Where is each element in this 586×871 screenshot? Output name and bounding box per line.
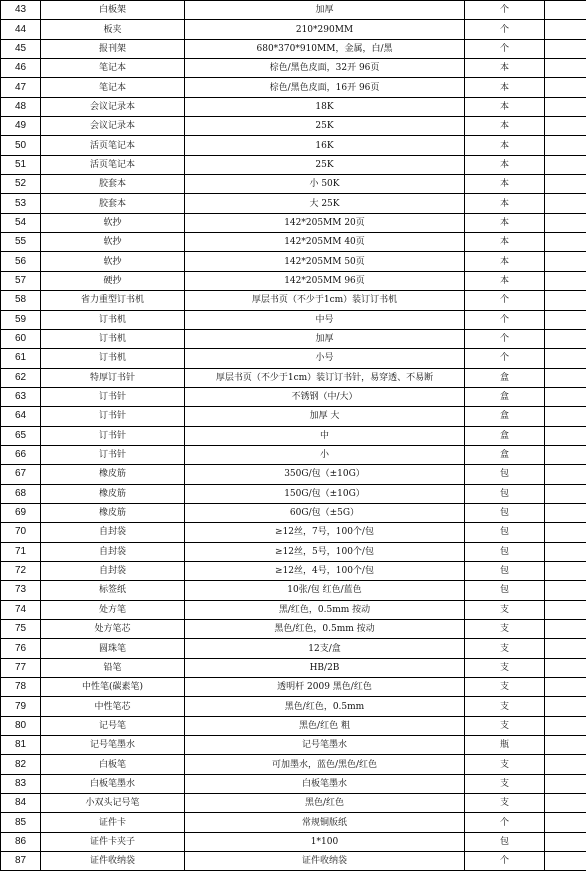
item-name: 会议记录本: [41, 117, 185, 136]
item-remark: [545, 678, 586, 697]
item-unit: 包: [465, 503, 545, 522]
item-unit: 个: [465, 310, 545, 329]
row-number: 82: [1, 755, 41, 774]
item-name: 圆珠笔: [41, 639, 185, 658]
item-spec: 中: [185, 426, 465, 445]
item-spec: 可加墨水，蓝色/黑色/红色: [185, 755, 465, 774]
item-unit: 瓶: [465, 736, 545, 755]
row-number: 46: [1, 59, 41, 78]
item-spec: 不锈钢（中/大）: [185, 387, 465, 406]
item-unit: 包: [465, 561, 545, 580]
table-row: [1, 736, 586, 755]
table-row: [1, 852, 586, 871]
table-row: [1, 639, 586, 658]
item-remark: [545, 117, 586, 136]
item-remark: [545, 39, 586, 58]
item-spec: 证件收纳袋: [185, 852, 465, 871]
item-spec: 25K: [185, 117, 465, 136]
item-unit: 支: [465, 658, 545, 677]
item-remark: [545, 523, 586, 542]
item-remark: [545, 310, 586, 329]
item-name: 订书针: [41, 445, 185, 464]
item-spec: ≥12丝，7号，100个/包: [185, 523, 465, 542]
table-row: [1, 445, 586, 464]
row-number: 55: [1, 233, 41, 252]
item-spec: 厚层书页（不少于1cm）装订订书针，易穿透、不易断: [185, 368, 465, 387]
item-spec: 150G/包（±10G）: [185, 484, 465, 503]
item-remark: [545, 774, 586, 793]
item-remark: [545, 213, 586, 232]
row-number: 47: [1, 78, 41, 97]
item-remark: [545, 271, 586, 290]
table-row: [1, 832, 586, 851]
row-number: 45: [1, 39, 41, 58]
item-remark: [545, 852, 586, 871]
item-remark: [545, 59, 586, 78]
row-number: 84: [1, 794, 41, 813]
item-spec: 小号: [185, 349, 465, 368]
item-remark: [545, 233, 586, 252]
item-name: 记号笔墨水: [41, 736, 185, 755]
item-remark: [545, 658, 586, 677]
item-name: 订书机: [41, 349, 185, 368]
item-name: 处方笔芯: [41, 620, 185, 639]
table-row: [1, 407, 586, 426]
table-row: [1, 136, 586, 155]
item-unit: 支: [465, 794, 545, 813]
item-name: 软抄: [41, 213, 185, 232]
table-row: [1, 697, 586, 716]
item-spec: 12支/盒: [185, 639, 465, 658]
item-unit: 支: [465, 639, 545, 658]
row-number: 74: [1, 600, 41, 619]
item-name: 硬抄: [41, 271, 185, 290]
table-row: [1, 794, 586, 813]
item-remark: [545, 465, 586, 484]
item-remark: [545, 484, 586, 503]
item-remark: [545, 736, 586, 755]
item-unit: 盒: [465, 368, 545, 387]
table-row: [1, 813, 586, 832]
item-unit: 盒: [465, 387, 545, 406]
row-number: 85: [1, 813, 41, 832]
item-remark: [545, 194, 586, 213]
item-spec: 记号笔墨水: [185, 736, 465, 755]
item-unit: 盒: [465, 407, 545, 426]
table-row: [1, 1, 586, 20]
item-spec: 透明杆 2009 黑色/红色: [185, 678, 465, 697]
item-spec: 黑色/红色 粗: [185, 716, 465, 735]
item-spec: ≥12丝，4号，100个/包: [185, 561, 465, 580]
item-spec: ≥12丝，5号，100个/包: [185, 542, 465, 561]
item-unit: 本: [465, 213, 545, 232]
table-row: [1, 155, 586, 174]
item-name: 白板笔: [41, 755, 185, 774]
item-unit: 支: [465, 774, 545, 793]
item-remark: [545, 600, 586, 619]
item-spec: 黑色/红色，0.5mm: [185, 697, 465, 716]
item-remark: [545, 407, 586, 426]
item-name: 中性笔(碳素笔): [41, 678, 185, 697]
item-name: 铅笔: [41, 658, 185, 677]
item-remark: [545, 78, 586, 97]
row-number: 62: [1, 368, 41, 387]
item-name: 橡皮筋: [41, 503, 185, 522]
item-name: 笔记本: [41, 78, 185, 97]
item-spec: HB/2B: [185, 658, 465, 677]
item-name: 证件收纳袋: [41, 852, 185, 871]
item-remark: [545, 716, 586, 735]
row-number: 65: [1, 426, 41, 445]
table-row: [1, 368, 586, 387]
table-row: [1, 291, 586, 310]
row-number: 63: [1, 387, 41, 406]
item-name: 会议记录本: [41, 97, 185, 116]
row-number: 75: [1, 620, 41, 639]
table-row: [1, 59, 586, 78]
item-remark: [545, 387, 586, 406]
item-unit: 本: [465, 175, 545, 194]
table-row: [1, 349, 586, 368]
item-unit: 盒: [465, 445, 545, 464]
item-unit: 个: [465, 291, 545, 310]
row-number: 70: [1, 523, 41, 542]
item-unit: 本: [465, 117, 545, 136]
item-remark: [545, 368, 586, 387]
item-name: 标签纸: [41, 581, 185, 600]
item-spec: 142*205MM 20页: [185, 213, 465, 232]
item-unit: 个: [465, 20, 545, 39]
row-number: 58: [1, 291, 41, 310]
item-unit: 包: [465, 523, 545, 542]
item-spec: 10张/包 红色/蓝色: [185, 581, 465, 600]
item-name: 报刊架: [41, 39, 185, 58]
table-row: [1, 329, 586, 348]
item-remark: [545, 155, 586, 174]
item-name: 省力重型订书机: [41, 291, 185, 310]
table-row: [1, 774, 586, 793]
table-row: [1, 271, 586, 290]
item-spec: 25K: [185, 155, 465, 174]
table-row: [1, 175, 586, 194]
item-spec: 18K: [185, 97, 465, 116]
item-unit: 本: [465, 59, 545, 78]
table-row: [1, 503, 586, 522]
row-number: 72: [1, 561, 41, 580]
item-spec: 棕色/黑色皮面，16开 96页: [185, 78, 465, 97]
item-unit: 本: [465, 78, 545, 97]
item-name: 订书机: [41, 310, 185, 329]
item-name: 板夹: [41, 20, 185, 39]
item-remark: [545, 581, 586, 600]
table-row: [1, 755, 586, 774]
item-name: 活页笔记本: [41, 136, 185, 155]
item-unit: 包: [465, 832, 545, 851]
table-row: [1, 658, 586, 677]
row-number: 48: [1, 97, 41, 116]
item-remark: [545, 291, 586, 310]
item-spec: 加厚: [185, 329, 465, 348]
row-number: 67: [1, 465, 41, 484]
row-number: 76: [1, 639, 41, 658]
item-spec: 黑/红色，0.5mm 按动: [185, 600, 465, 619]
item-spec: 小: [185, 445, 465, 464]
table-row: [1, 523, 586, 542]
item-unit: 支: [465, 678, 545, 697]
item-remark: [545, 175, 586, 194]
item-spec: 中号: [185, 310, 465, 329]
row-number: 81: [1, 736, 41, 755]
item-unit: 支: [465, 755, 545, 774]
item-spec: 黑色/红色，0.5mm 按动: [185, 620, 465, 639]
row-number: 71: [1, 542, 41, 561]
table-row: [1, 387, 586, 406]
table-row: [1, 542, 586, 561]
row-number: 56: [1, 252, 41, 271]
item-remark: [545, 620, 586, 639]
item-remark: [545, 252, 586, 271]
item-spec: 680*370*910MM，金属，白/黑: [185, 39, 465, 58]
item-remark: [545, 426, 586, 445]
table-row: [1, 20, 586, 39]
item-name: 中性笔芯: [41, 697, 185, 716]
item-spec: 142*205MM 96页: [185, 271, 465, 290]
item-unit: 支: [465, 697, 545, 716]
row-number: 59: [1, 310, 41, 329]
item-spec: 210*290MM: [185, 20, 465, 39]
item-unit: 支: [465, 716, 545, 735]
item-name: 自封袋: [41, 523, 185, 542]
table-row: [1, 233, 586, 252]
item-spec: 小 50K: [185, 175, 465, 194]
item-unit: 本: [465, 136, 545, 155]
row-number: 44: [1, 20, 41, 39]
row-number: 49: [1, 117, 41, 136]
item-name: 订书针: [41, 407, 185, 426]
item-spec: 142*205MM 40页: [185, 233, 465, 252]
item-name: 活页笔记本: [41, 155, 185, 174]
item-remark: [545, 136, 586, 155]
item-name: 处方笔: [41, 600, 185, 619]
item-unit: 支: [465, 600, 545, 619]
item-remark: [545, 697, 586, 716]
item-remark: [545, 503, 586, 522]
item-name: 证件卡夹子: [41, 832, 185, 851]
item-remark: [545, 20, 586, 39]
row-number: 73: [1, 581, 41, 600]
item-name: 软抄: [41, 233, 185, 252]
row-number: 60: [1, 329, 41, 348]
table-row: [1, 484, 586, 503]
table-row: [1, 213, 586, 232]
item-spec: 16K: [185, 136, 465, 155]
item-remark: [545, 445, 586, 464]
item-remark: [545, 639, 586, 658]
item-unit: 本: [465, 252, 545, 271]
item-name: 自封袋: [41, 561, 185, 580]
item-unit: 个: [465, 39, 545, 58]
item-spec: 加厚 大: [185, 407, 465, 426]
item-unit: 个: [465, 852, 545, 871]
item-name: 证件卡: [41, 813, 185, 832]
item-unit: 本: [465, 155, 545, 174]
item-name: 白板架: [41, 1, 185, 20]
item-spec: 厚层书页（不少于1cm）装订订书机: [185, 291, 465, 310]
item-name: 软抄: [41, 252, 185, 271]
row-number: 80: [1, 716, 41, 735]
item-unit: 本: [465, 194, 545, 213]
item-name: 笔记本: [41, 59, 185, 78]
table-row: [1, 620, 586, 639]
table-row: [1, 426, 586, 445]
row-number: 66: [1, 445, 41, 464]
table-row: [1, 581, 586, 600]
item-spec: 1*100: [185, 832, 465, 851]
row-number: 69: [1, 503, 41, 522]
row-number: 61: [1, 349, 41, 368]
item-name: 小双头记号笔: [41, 794, 185, 813]
table-row: [1, 117, 586, 136]
item-unit: 包: [465, 484, 545, 503]
item-remark: [545, 349, 586, 368]
table-row: [1, 194, 586, 213]
item-name: 自封袋: [41, 542, 185, 561]
item-remark: [545, 794, 586, 813]
row-number: 68: [1, 484, 41, 503]
row-number: 87: [1, 852, 41, 871]
table-row: [1, 678, 586, 697]
item-spec: 常规铜版纸: [185, 813, 465, 832]
item-name: 橡皮筋: [41, 465, 185, 484]
item-name: 订书针: [41, 387, 185, 406]
item-unit: 包: [465, 581, 545, 600]
item-spec: 棕色/黑色皮面，32开 96页: [185, 59, 465, 78]
item-unit: 个: [465, 329, 545, 348]
row-number: 57: [1, 271, 41, 290]
item-spec: 60G/包（±5G）: [185, 503, 465, 522]
item-remark: [545, 813, 586, 832]
row-number: 54: [1, 213, 41, 232]
item-unit: 本: [465, 97, 545, 116]
row-number: 78: [1, 678, 41, 697]
row-number: 50: [1, 136, 41, 155]
item-name: 胶套本: [41, 175, 185, 194]
item-name: 橡皮筋: [41, 484, 185, 503]
items-table-body: [1, 1, 586, 871]
table-row: [1, 310, 586, 329]
item-name: 订书机: [41, 329, 185, 348]
item-unit: 支: [465, 620, 545, 639]
item-name: 胶套本: [41, 194, 185, 213]
item-remark: [545, 329, 586, 348]
item-unit: 盒: [465, 426, 545, 445]
item-name: 特厚订书针: [41, 368, 185, 387]
row-number: 64: [1, 407, 41, 426]
item-remark: [545, 1, 586, 20]
item-spec: 加厚: [185, 1, 465, 20]
item-unit: 个: [465, 813, 545, 832]
item-spec: 350G/包（±10G）: [185, 465, 465, 484]
item-spec: 142*205MM 50页: [185, 252, 465, 271]
item-name: 白板笔墨水: [41, 774, 185, 793]
row-number: 86: [1, 832, 41, 851]
table-row: [1, 465, 586, 484]
item-remark: [545, 561, 586, 580]
item-spec: 白板笔墨水: [185, 774, 465, 793]
item-remark: [545, 97, 586, 116]
item-unit: 本: [465, 233, 545, 252]
item-spec: 黑色/红色: [185, 794, 465, 813]
item-unit: 包: [465, 465, 545, 484]
item-name: 订书针: [41, 426, 185, 445]
row-number: 53: [1, 194, 41, 213]
table-row: [1, 39, 586, 58]
table-row: [1, 716, 586, 735]
item-name: 记号笔: [41, 716, 185, 735]
item-remark: [545, 832, 586, 851]
table-row: [1, 600, 586, 619]
item-remark: [545, 542, 586, 561]
row-number: 83: [1, 774, 41, 793]
table-row: [1, 78, 586, 97]
item-unit: 本: [465, 271, 545, 290]
table-row: [1, 252, 586, 271]
row-number: 51: [1, 155, 41, 174]
item-remark: [545, 755, 586, 774]
item-spec: 大 25K: [185, 194, 465, 213]
row-number: 77: [1, 658, 41, 677]
item-unit: 个: [465, 349, 545, 368]
row-number: 43: [1, 1, 41, 20]
row-number: 79: [1, 697, 41, 716]
row-number: 52: [1, 175, 41, 194]
item-unit: 包: [465, 542, 545, 561]
table-row: [1, 97, 586, 116]
table-row: [1, 561, 586, 580]
item-unit: 个: [465, 1, 545, 20]
